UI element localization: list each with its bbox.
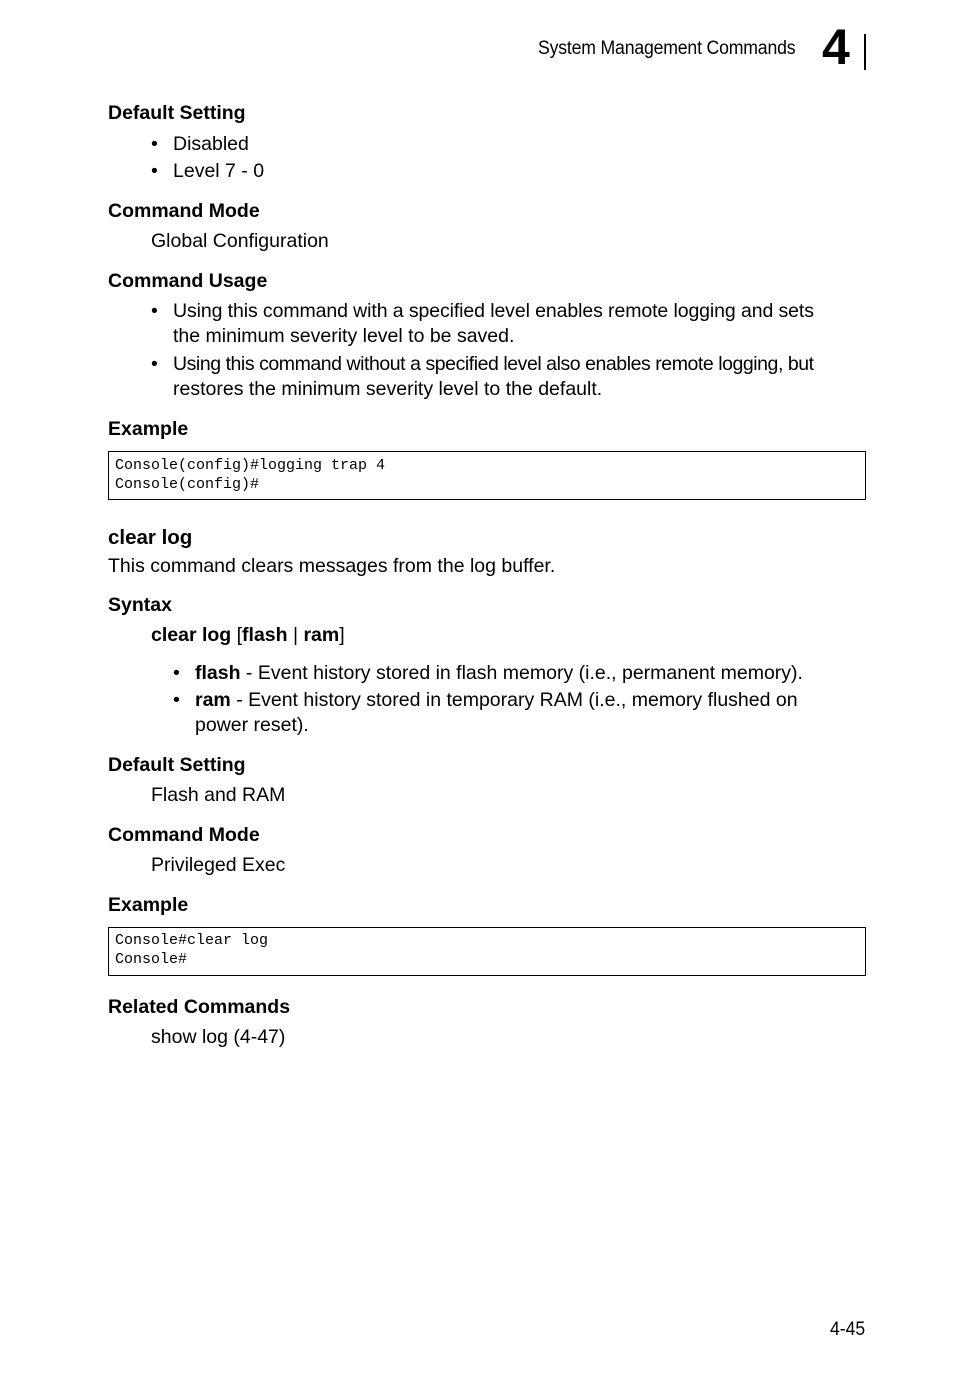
code-line: Console#clear log [115, 932, 269, 949]
running-header-title: System Management Commands [538, 38, 796, 59]
param-term: flash [195, 662, 241, 684]
syntax-heading: Syntax [108, 594, 172, 616]
code-line: Console(config)#logging trap 4 [115, 457, 386, 474]
param-term: ram [195, 689, 231, 711]
bullet-glyph: • [151, 353, 158, 375]
code-example-box [108, 927, 866, 976]
code-line: Console(config)# [115, 476, 260, 493]
param-item [195, 689, 798, 712]
syntax-bracket-close: ] [339, 624, 345, 646]
related-commands-heading: Related Commands [108, 996, 291, 1018]
chapter-number: 4 [822, 19, 850, 75]
example-heading: Example [108, 418, 189, 440]
example-heading: Example [108, 894, 189, 916]
command-mode-value: Global Configuration [151, 230, 329, 252]
bullet-glyph: • [151, 160, 158, 182]
param-item [195, 662, 803, 685]
command-title: clear log [108, 526, 193, 549]
default-setting-heading: Default Setting [108, 754, 246, 776]
code-example-box [108, 451, 866, 500]
command-mode-heading: Command Mode [108, 200, 260, 222]
default-item: Level 7 - 0 [173, 160, 265, 182]
syntax-bracket-open: [ [231, 624, 243, 646]
code-line: Console# [115, 951, 188, 968]
page-number: 4-45 [830, 1318, 866, 1340]
bullet-glyph: • [151, 133, 158, 155]
param-desc: - Event history stored in flash memory (i.e., permanent memory). [240, 662, 803, 684]
usage-item-line: restores the minimum severity level to the default. [173, 378, 603, 400]
syntax-line [151, 624, 345, 647]
param-desc: - Event history stored in temporary RAM (i.e., memory flushed on [230, 689, 798, 711]
bullet-glyph: • [173, 662, 180, 684]
command-mode-value: Privileged Exec [151, 854, 286, 876]
usage-item-line: Using this command without a specified level also enables remote logging, but [173, 353, 814, 375]
param-desc-continued: power reset). [195, 714, 309, 736]
command-usage-heading: Command Usage [108, 270, 268, 292]
bullet-glyph: • [151, 300, 158, 322]
syntax-separator: | [287, 624, 304, 646]
syntax-option-ram: ram [303, 624, 340, 646]
default-setting-heading: Default Setting [108, 102, 246, 124]
command-mode-heading: Command Mode [108, 824, 260, 846]
default-setting-value: Flash and RAM [151, 784, 286, 806]
related-command-link: show log (4-47) [151, 1026, 286, 1048]
usage-item-line: the minimum severity level to be saved. [173, 325, 515, 347]
syntax-command: clear log [151, 624, 232, 646]
bullet-glyph: • [173, 689, 180, 711]
chapter-bar [864, 34, 866, 70]
usage-item-line: Using this command with a specified level enables remote logging and sets [173, 300, 814, 322]
syntax-option-flash: flash [242, 624, 288, 646]
command-description: This command clears messages from the log buffer. [108, 555, 556, 577]
default-item: Disabled [173, 133, 249, 155]
